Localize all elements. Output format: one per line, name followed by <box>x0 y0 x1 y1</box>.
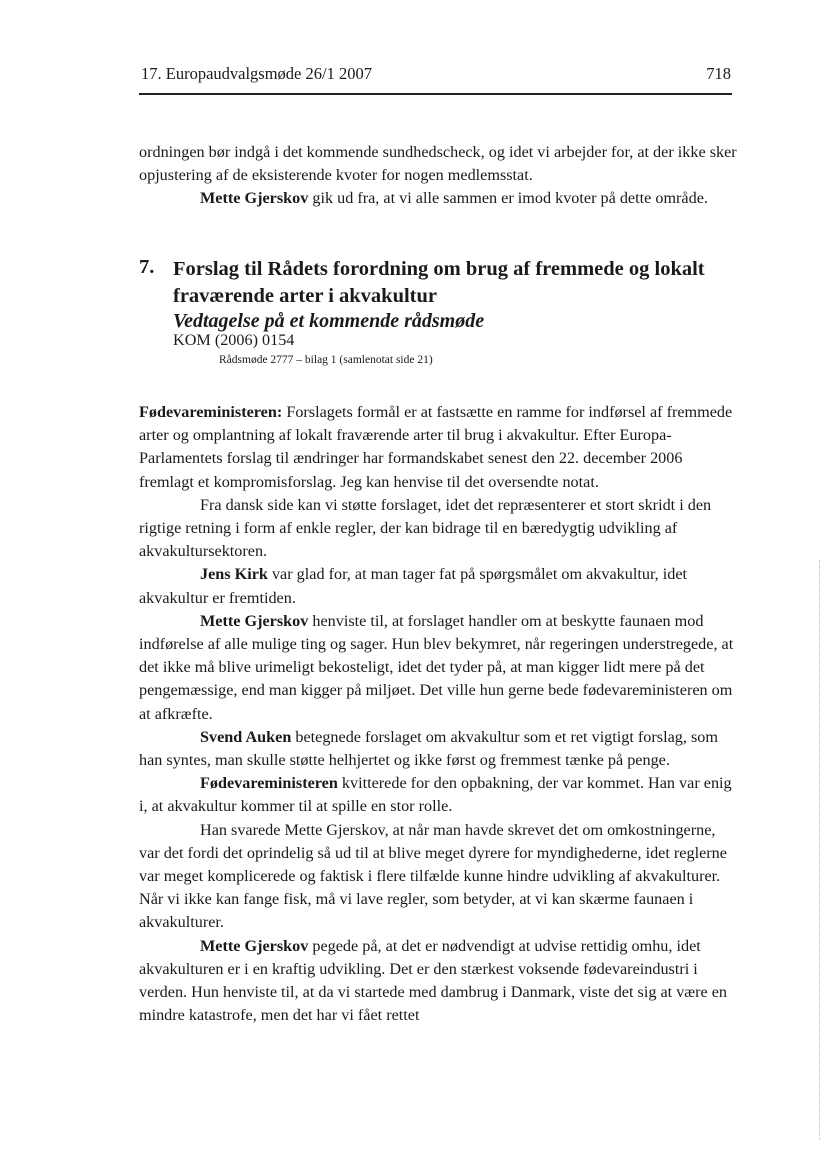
council-reference: Rådsmøde 2777 – bilag 1 (samlenotat side 21) <box>219 354 433 366</box>
speaker-name: Fødevareministeren: <box>139 403 283 421</box>
paragraph <box>139 772 737 818</box>
paragraph-text: Fra dansk side kan vi støtte forslaget, idet det repræsenterer et stort skridt i den rigtige retning i form af enkle regler, der kan bidrage til en bæredygtig udvikling af akvakultursektoren. <box>139 495 712 561</box>
paragraph-text: var glad for, at man tager fat på spørgsmålet om akvakultur, idet akvakultur er fremtiden. <box>139 565 688 607</box>
paragraph-text: pegede på, at det er nødvendigt at udvise rettidig omhu, idet akvakulturen er i en kraftig udvikling. Det er den stærkest voksende fødevareindustri i verden. Hun henviste til, at da vi startede med dambrug i Danmark, viste det sig at være en mindre katastrofe, men det har vi fået rettet <box>139 936 727 1025</box>
speaker-name: Fødevareministeren <box>200 774 338 793</box>
paragraph <box>139 726 737 772</box>
speaker-name: Mette Gjerskov <box>200 611 309 630</box>
intro-text <box>139 141 737 211</box>
paragraph <box>139 819 737 935</box>
page-header <box>139 62 731 86</box>
paragraph-text: henviste til, at forslaget handler om at beskytte faunaen mod indførelse af alle mulige ting og sager. Hun blev bekymret, når regeringen understregede, at det ikke må blive urimeligt bekosteligt, idet det tyder på, at man kigger lidt mere på det pengemæssige, end man kigger på miljøet. Det ville hun gerne bede fødevareministeren om at afkræfte. <box>139 611 734 723</box>
paragraph <box>139 401 737 494</box>
header-divider <box>139 93 732 95</box>
speaker-name: Mette Gjerskov <box>200 189 309 208</box>
page-number: 718 <box>706 64 731 83</box>
intro-paragraph: ordningen bør indgå i det kommende sundhedscheck, og idet vi arbejder for, at der ikke sker opjustering af de eksisterende kvoter for nogen medlemsstat. <box>139 143 737 185</box>
speaker-name: Svend Auken <box>200 727 292 746</box>
paragraph <box>139 563 737 609</box>
intro-paragraph-2 <box>139 187 737 210</box>
paragraph-text: Forslagets formål er at fastsætte en ramme for indførsel af fremmede arter og omplantning af lokalt fraværende arter til brug i akvakultur. Efter Europa-Parlamentets forslag til ændringer har formandskabet senest den 22. december 2006 fremlagt et kompromisforslag. Jeg kan henvise til det oversendte notat. <box>139 403 733 491</box>
paragraph <box>139 935 737 1028</box>
speaker-name: Jens Kirk <box>200 565 268 584</box>
speaker-name: Mette Gjerskov <box>200 936 309 955</box>
paragraph <box>139 610 737 726</box>
header-title: 17. Europaudvalgsmøde 26/1 2007 <box>141 64 372 83</box>
paragraph-text: betegnede forslaget om akvakultur som et ret vigtigt forslag, som han syntes, man skulle støtte helhjertet og ikke først og fremmest tænke på penge. <box>139 727 718 770</box>
minutes-text <box>139 401 737 1027</box>
paragraph-text: kvitterede for den opbakning, der var kommet. Han var enig i, at akvakultur kommer til at spille en stor rolle. <box>139 774 732 816</box>
section-heading: Forslag til Rådets forordning om brug af fremmede og lokalt fraværende arter i akvakultur <box>173 258 705 307</box>
section-number: 7. <box>139 256 155 278</box>
paragraph-text: Han svarede Mette Gjerskov, at når man havde skrevet det om omkostningerne, var det fordi det oprindelig så ud til at blive meget dyrere for myndighederne, idet reglerne var meget komplicerede og faktisk i flere tilfælde kunne hindre udvikling af akvakulturer. Når vi ikke kan fange fisk, må vi lave regler, som betyder, at vi kan skærme faunaen i akvakulturer. <box>139 820 727 932</box>
paragraph-text: gik ud fra, at vi alle sammen er imod kvoter på dette område. <box>308 189 708 208</box>
kom-reference: KOM (2006) 0154 <box>173 331 295 349</box>
section-subheading: Vedtagelse på et kommende rådsmøde <box>173 310 485 332</box>
scan-edge-artifact <box>818 560 820 1140</box>
paragraph <box>139 494 737 564</box>
